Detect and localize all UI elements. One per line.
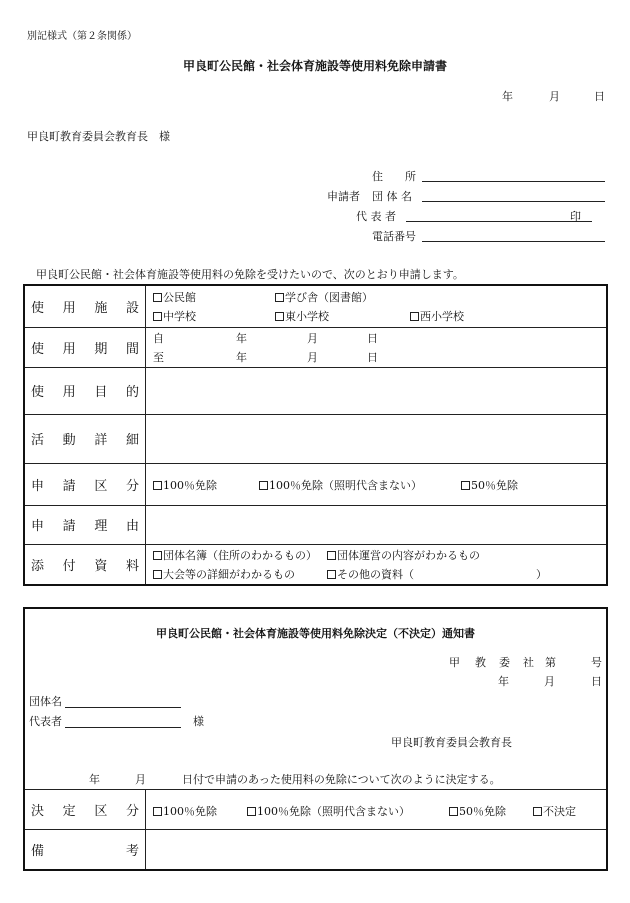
period-from-month: 月 [307,332,318,345]
facility-option-chugakko[interactable]: 中学校 [153,308,196,324]
decision-text-month: 月 [135,773,146,786]
notice-title: 甲良町公民館・社会体育施設等使用料免除決定（不決定）通知書 [156,627,475,640]
notice-number-i: 委 [499,656,510,669]
application-reason-field[interactable] [147,506,606,543]
decision-notice [23,607,608,871]
notice-number-go: 号 [591,656,602,669]
decision-option-full-no-light[interactable]: 100％免除（照明代含まない） [247,803,410,819]
facility-option-kominkan[interactable]: 公民館 [153,289,196,305]
notice-issuer: 甲良町教育委員会教育長 [391,736,512,749]
notice-number-kyo: 教 [475,656,486,669]
row-label-facility: 使 用 施 設 [31,301,139,316]
checkbox-icon[interactable] [449,807,458,816]
form-title: 甲良町公民館・社会体育施設等使用料免除申請書 [182,59,447,73]
facility-option-nishi[interactable]: 西小学校 [410,308,464,324]
form-reference: 別記様式（第２条関係） [27,31,137,42]
remarks-field[interactable] [147,830,606,868]
purpose-field[interactable] [147,368,606,413]
notice-honorific: 様 [193,715,204,728]
row-label-purpose: 使 用 目 的 [31,385,139,400]
facility-option-manabiya[interactable]: 学び舎（図書館） [275,289,373,305]
notice-number-dai: 第 [545,656,556,669]
row-label-remarks: 備 考 [31,843,139,859]
group-name-label: 団 体 名 [372,190,412,203]
notice-date-year: 年 [498,675,509,688]
notice-date-month: 月 [544,675,555,688]
checkbox-icon[interactable] [275,293,284,302]
checkbox-icon[interactable] [153,312,162,321]
category-option-half[interactable]: 50％免除 [461,477,518,493]
phone-label: 電話番号 [372,230,416,243]
checkbox-icon[interactable] [410,312,419,321]
decision-option-full[interactable]: 100％免除 [153,803,217,819]
row-label-application-category: 申 請 区 分 [31,478,139,494]
checkbox-icon[interactable] [327,570,336,579]
checkbox-icon[interactable] [247,807,256,816]
application-table [23,284,608,586]
seal-mark: 印 [570,210,581,223]
checkbox-icon[interactable] [275,312,284,321]
checkbox-icon[interactable] [153,807,162,816]
decision-option-not-decided[interactable]: 不決定 [533,803,576,819]
period-to-day: 日 [367,351,378,364]
representative-field[interactable] [406,221,592,222]
notice-number-sha: 社 [523,656,534,669]
row-label-application-reason: 申 請 理 由 [31,519,139,534]
notice-rep-field[interactable] [65,727,181,728]
row-label-attachments: 添 付 資 料 [31,558,139,574]
group-name-field[interactable] [422,201,605,202]
period-from-day: 日 [367,332,378,345]
phone-field[interactable] [422,241,605,242]
date-year: 年 [502,90,513,103]
checkbox-icon[interactable] [153,570,162,579]
decision-option-half[interactable]: 50％免除 [449,803,506,819]
period-to-month: 月 [307,351,318,364]
checkbox-icon[interactable] [153,481,162,490]
date-month: 月 [549,90,560,103]
notice-group-label: 団体名 [29,695,62,708]
intro-text: 甲良町公民館・社会体育施設等使用料の免除を受けたいので、次のとおり申請します。 [36,268,464,281]
attachment-other-close: ） [536,568,547,581]
period-to-label: 至 [153,351,164,364]
checkbox-icon[interactable] [153,293,162,302]
period-from-year: 年 [236,332,247,345]
decision-text: 日付で申請のあった使用料の免除について次のように決定する。 [182,773,501,786]
checkbox-icon[interactable] [461,481,470,490]
activity-details-field[interactable] [147,415,606,462]
category-option-full-no-light[interactable]: 100％免除（照明代含まない） [259,477,422,493]
facility-option-higashi[interactable]: 東小学校 [275,308,329,324]
addressee: 甲良町教育委員会教育長 様 [27,130,170,143]
representative-label: 代 表 者 [356,210,396,223]
address-field[interactable] [422,181,605,182]
row-label-activity-details: 活 動 詳 細 [31,433,139,448]
decision-text-year: 年 [89,773,100,786]
row-label-decision-category: 決 定 区 分 [31,803,139,819]
checkbox-icon[interactable] [533,807,542,816]
notice-date-day: 日 [591,675,602,688]
notice-number-ko: 甲 [449,656,460,669]
category-option-full[interactable]: 100％免除 [153,477,217,493]
date-day: 日 [594,90,605,103]
period-to-year: 年 [236,351,247,364]
period-from-label: 自 [153,332,164,345]
notice-rep-label: 代表者 [29,715,62,728]
row-label-period: 使 用 期 間 [31,341,139,357]
attachment-option-tournament[interactable]: 大会等の詳細がわかるもの [153,566,295,582]
attachment-option-roster[interactable]: 団体名簿（住所のわかるもの） [153,547,317,563]
checkbox-icon[interactable] [327,551,336,560]
address-label: 住 所 [372,170,416,183]
checkbox-icon[interactable] [153,551,162,560]
checkbox-icon[interactable] [259,481,268,490]
notice-group-field[interactable] [65,707,181,708]
applicant-label: 申請者 [327,190,360,203]
attachment-option-operation[interactable]: 団体運営の内容がわかるもの [327,547,480,563]
attachment-option-other[interactable]: その他の資料（ [327,566,414,582]
